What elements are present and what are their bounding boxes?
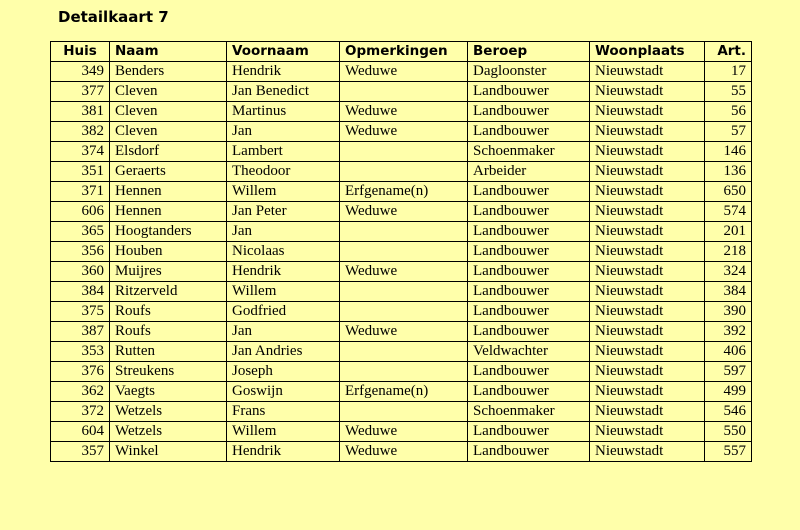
cell-opmerkingen (340, 242, 468, 262)
cell-voornaam: Hendrik (227, 62, 340, 82)
table-row (51, 282, 752, 302)
cell-voornaam: Theodoor (227, 162, 340, 182)
cell-huis: 362 (51, 382, 110, 402)
cell-huis: 349 (51, 62, 110, 82)
cell-voornaam: Jan Andries (227, 342, 340, 362)
cell-opmerkingen (340, 302, 468, 322)
cell-voornaam: Godfried (227, 302, 340, 322)
table-row (51, 82, 752, 102)
cell-naam: Cleven (110, 122, 227, 142)
cell-voornaam: Martinus (227, 102, 340, 122)
cell-voornaam: Hendrik (227, 442, 340, 462)
cell-voornaam: Lambert (227, 142, 340, 162)
cell-opmerkingen (340, 362, 468, 382)
cell-beroep: Veldwachter (468, 342, 590, 362)
cell-beroep: Landbouwer (468, 262, 590, 282)
page-title: Detailkaart 7 (58, 8, 169, 26)
cell-beroep: Landbouwer (468, 202, 590, 222)
cell-huis: 356 (51, 242, 110, 262)
cell-opmerkingen: Weduwe (340, 422, 468, 442)
column-header-beroep: Beroep (468, 42, 590, 62)
cell-woonplaats: Nieuwstadt (590, 382, 705, 402)
cell-art: 557 (705, 442, 752, 462)
table-row (51, 122, 752, 142)
column-header-opmerkingen: Opmerkingen (340, 42, 468, 62)
cell-beroep: Landbouwer (468, 242, 590, 262)
cell-woonplaats: Nieuwstadt (590, 362, 705, 382)
cell-woonplaats: Nieuwstadt (590, 82, 705, 102)
cell-naam: Houben (110, 242, 227, 262)
cell-woonplaats: Nieuwstadt (590, 222, 705, 242)
cell-opmerkingen (340, 222, 468, 242)
table-row (51, 262, 752, 282)
cell-huis: 365 (51, 222, 110, 242)
cell-woonplaats: Nieuwstadt (590, 102, 705, 122)
register-table (50, 41, 752, 462)
cell-beroep: Landbouwer (468, 82, 590, 102)
cell-woonplaats: Nieuwstadt (590, 142, 705, 162)
cell-voornaam: Nicolaas (227, 242, 340, 262)
cell-art: 392 (705, 322, 752, 342)
cell-art: 499 (705, 382, 752, 402)
cell-huis: 371 (51, 182, 110, 202)
cell-art: 57 (705, 122, 752, 142)
cell-woonplaats: Nieuwstadt (590, 202, 705, 222)
column-header-huis: Huis (51, 42, 110, 62)
cell-beroep: Landbouwer (468, 122, 590, 142)
cell-art: 597 (705, 362, 752, 382)
cell-beroep: Arbeider (468, 162, 590, 182)
cell-beroep: Landbouwer (468, 362, 590, 382)
cell-opmerkingen: Weduwe (340, 442, 468, 462)
cell-huis: 351 (51, 162, 110, 182)
cell-woonplaats: Nieuwstadt (590, 262, 705, 282)
cell-naam: Elsdorf (110, 142, 227, 162)
table-row (51, 242, 752, 262)
cell-woonplaats: Nieuwstadt (590, 322, 705, 342)
cell-opmerkingen: Weduwe (340, 62, 468, 82)
cell-naam: Wetzels (110, 402, 227, 422)
cell-naam: Geraerts (110, 162, 227, 182)
cell-voornaam: Jan Peter (227, 202, 340, 222)
cell-art: 324 (705, 262, 752, 282)
cell-woonplaats: Nieuwstadt (590, 302, 705, 322)
table-row (51, 342, 752, 362)
cell-voornaam: Joseph (227, 362, 340, 382)
cell-beroep: Schoenmaker (468, 402, 590, 422)
cell-art: 406 (705, 342, 752, 362)
cell-naam: Streukens (110, 362, 227, 382)
cell-art: 56 (705, 102, 752, 122)
cell-huis: 387 (51, 322, 110, 342)
cell-naam: Roufs (110, 302, 227, 322)
cell-voornaam: Goswijn (227, 382, 340, 402)
cell-voornaam: Frans (227, 402, 340, 422)
cell-naam: Cleven (110, 82, 227, 102)
table-row (51, 202, 752, 222)
table-row (51, 382, 752, 402)
cell-woonplaats: Nieuwstadt (590, 442, 705, 462)
cell-voornaam: Willem (227, 282, 340, 302)
column-header-art: Art. (705, 42, 752, 62)
cell-huis: 357 (51, 442, 110, 462)
cell-beroep: Landbouwer (468, 382, 590, 402)
cell-woonplaats: Nieuwstadt (590, 162, 705, 182)
cell-art: 650 (705, 182, 752, 202)
cell-woonplaats: Nieuwstadt (590, 402, 705, 422)
cell-art: 546 (705, 402, 752, 422)
cell-huis: 381 (51, 102, 110, 122)
table-row (51, 162, 752, 182)
cell-opmerkingen: Erfgename(n) (340, 382, 468, 402)
cell-beroep: Schoenmaker (468, 142, 590, 162)
cell-voornaam: Willem (227, 422, 340, 442)
cell-opmerkingen (340, 162, 468, 182)
cell-naam: Muijres (110, 262, 227, 282)
cell-opmerkingen (340, 282, 468, 302)
cell-woonplaats: Nieuwstadt (590, 182, 705, 202)
table-row (51, 322, 752, 342)
cell-art: 390 (705, 302, 752, 322)
cell-huis: 375 (51, 302, 110, 322)
cell-huis: 377 (51, 82, 110, 102)
cell-art: 146 (705, 142, 752, 162)
cell-naam: Hennen (110, 182, 227, 202)
cell-naam: Benders (110, 62, 227, 82)
cell-beroep: Landbouwer (468, 222, 590, 242)
cell-opmerkingen: Weduwe (340, 322, 468, 342)
cell-huis: 604 (51, 422, 110, 442)
table-row (51, 362, 752, 382)
cell-art: 17 (705, 62, 752, 82)
table-row (51, 62, 752, 82)
cell-voornaam: Willem (227, 182, 340, 202)
table-row (51, 402, 752, 422)
table-row (51, 442, 752, 462)
cell-woonplaats: Nieuwstadt (590, 282, 705, 302)
cell-beroep: Landbouwer (468, 422, 590, 442)
table-header-row (51, 42, 752, 62)
cell-huis: 376 (51, 362, 110, 382)
cell-naam: Ritzerveld (110, 282, 227, 302)
cell-woonplaats: Nieuwstadt (590, 62, 705, 82)
table-row (51, 182, 752, 202)
cell-opmerkingen (340, 82, 468, 102)
cell-art: 218 (705, 242, 752, 262)
cell-naam: Roufs (110, 322, 227, 342)
table-row (51, 222, 752, 242)
cell-naam: Vaegts (110, 382, 227, 402)
cell-beroep: Dagloonster (468, 62, 590, 82)
cell-opmerkingen: Weduwe (340, 202, 468, 222)
table-row (51, 142, 752, 162)
cell-naam: Winkel (110, 442, 227, 462)
cell-opmerkingen: Weduwe (340, 262, 468, 282)
table-row (51, 102, 752, 122)
cell-voornaam: Jan (227, 322, 340, 342)
cell-naam: Wetzels (110, 422, 227, 442)
cell-art: 136 (705, 162, 752, 182)
cell-voornaam: Jan Benedict (227, 82, 340, 102)
cell-opmerkingen: Weduwe (340, 102, 468, 122)
cell-huis: 384 (51, 282, 110, 302)
cell-naam: Hennen (110, 202, 227, 222)
cell-woonplaats: Nieuwstadt (590, 422, 705, 442)
cell-woonplaats: Nieuwstadt (590, 342, 705, 362)
cell-art: 384 (705, 282, 752, 302)
cell-beroep: Landbouwer (468, 442, 590, 462)
cell-voornaam: Jan (227, 222, 340, 242)
cell-voornaam: Jan (227, 122, 340, 142)
cell-opmerkingen: Weduwe (340, 122, 468, 142)
cell-opmerkingen: Erfgename(n) (340, 182, 468, 202)
cell-beroep: Landbouwer (468, 102, 590, 122)
column-header-naam: Naam (110, 42, 227, 62)
cell-huis: 353 (51, 342, 110, 362)
cell-opmerkingen (340, 402, 468, 422)
cell-woonplaats: Nieuwstadt (590, 242, 705, 262)
cell-voornaam: Hendrik (227, 262, 340, 282)
cell-beroep: Landbouwer (468, 322, 590, 342)
table-body (51, 62, 752, 462)
cell-art: 550 (705, 422, 752, 442)
cell-huis: 606 (51, 202, 110, 222)
cell-woonplaats: Nieuwstadt (590, 122, 705, 142)
cell-beroep: Landbouwer (468, 282, 590, 302)
cell-opmerkingen (340, 142, 468, 162)
cell-opmerkingen (340, 342, 468, 362)
cell-beroep: Landbouwer (468, 182, 590, 202)
cell-huis: 372 (51, 402, 110, 422)
table-row (51, 422, 752, 442)
cell-naam: Cleven (110, 102, 227, 122)
table-row (51, 302, 752, 322)
cell-art: 201 (705, 222, 752, 242)
cell-huis: 360 (51, 262, 110, 282)
cell-art: 574 (705, 202, 752, 222)
cell-beroep: Landbouwer (468, 302, 590, 322)
cell-huis: 374 (51, 142, 110, 162)
cell-naam: Rutten (110, 342, 227, 362)
column-header-woonplaats: Woonplaats (590, 42, 705, 62)
cell-naam: Hoogtanders (110, 222, 227, 242)
cell-art: 55 (705, 82, 752, 102)
column-header-voornaam: Voornaam (227, 42, 340, 62)
cell-huis: 382 (51, 122, 110, 142)
